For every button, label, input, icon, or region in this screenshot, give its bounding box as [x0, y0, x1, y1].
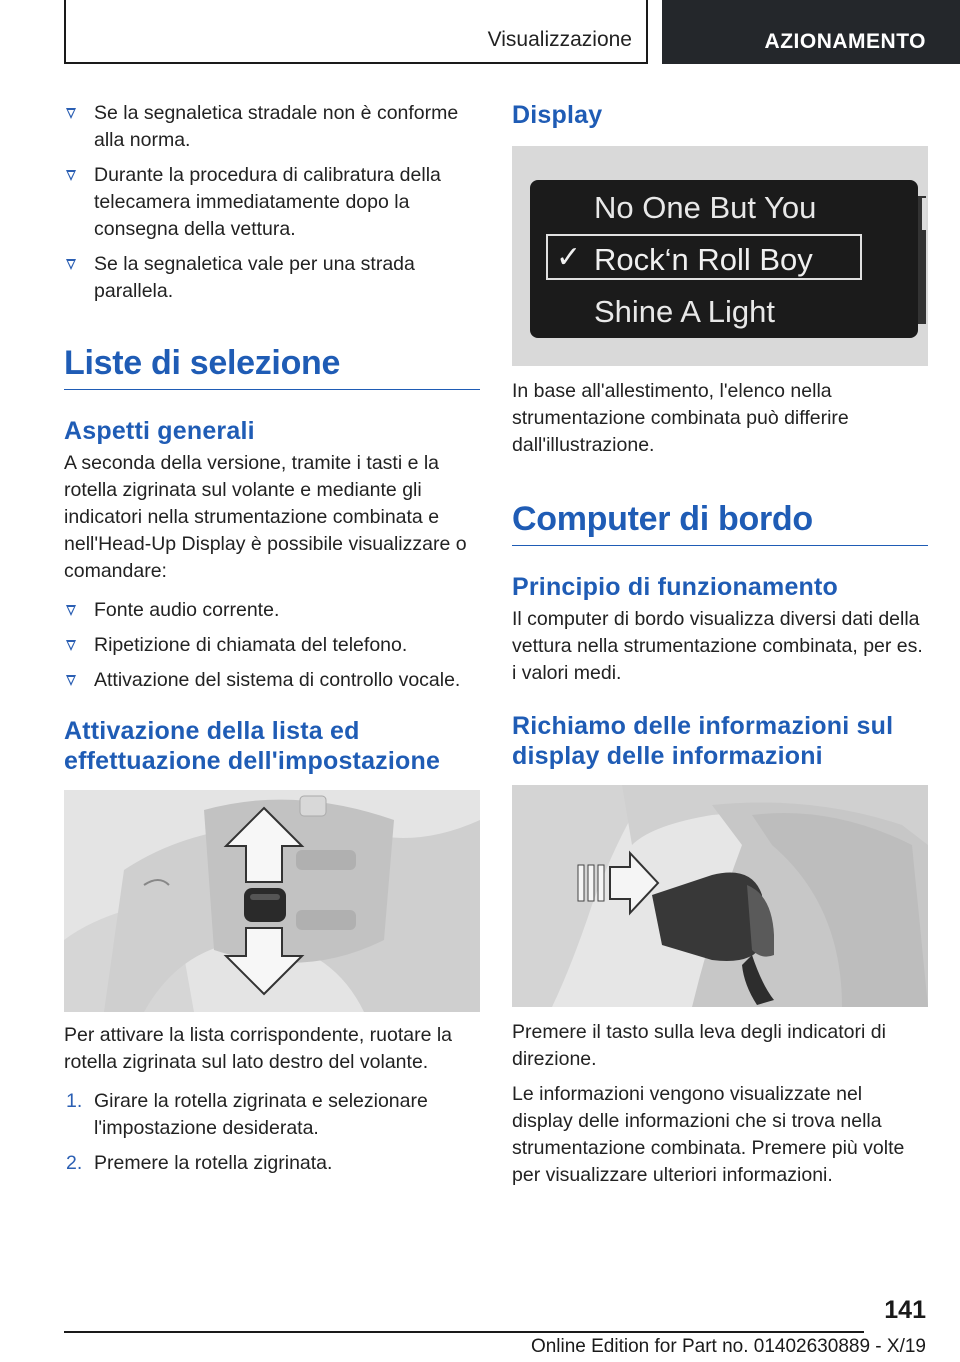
- triangle-bullet-icon: [66, 259, 76, 270]
- heading-display: Display: [512, 101, 603, 129]
- bullet-list-top: [64, 100, 480, 305]
- display-illustration: [512, 146, 928, 366]
- section-title: Visualizzazione: [487, 28, 632, 51]
- header-frame: [64, 0, 648, 64]
- recall-paragraph-1: Premere il tasto sulla leva degli indicatori di direzione.: [512, 1021, 886, 1070]
- footer-divider: [64, 1331, 864, 1333]
- heading-activation: Attivazione della lista ed effettuazione dell'impostazione: [64, 717, 441, 775]
- triangle-bullet-icon: [66, 675, 76, 686]
- right-column: [512, 100, 928, 1189]
- heading-principle: Principio di funzionamento: [512, 573, 839, 601]
- display-caption: In base all'allestimento, l'elenco nella strumentazione combinata può differire dall'illustrazione.: [512, 380, 849, 456]
- step-number: 1.: [66, 1090, 83, 1112]
- list-item: Se la segnaletica vale per una strada parallela.: [64, 251, 480, 305]
- list-item: Se la segnaletica stradale non è conforme alla norma.: [64, 100, 480, 154]
- bullet-list-general: [64, 597, 480, 694]
- list-item: 1. Girare la rotella zigrinata e selezionare l'impostazione desiderata.: [66, 1090, 428, 1139]
- turn-signal-lever-illustration: [512, 785, 928, 1007]
- display-item-selected: Rock‘n Roll Boy: [594, 242, 813, 277]
- chapter-tab: [662, 0, 960, 64]
- list-item: Durante la procedura di calibratura della telecamera immediatamente dopo la consegna della vettura.: [64, 162, 480, 243]
- footer-edition: Online Edition for Part no. 01402630889 - X/19: [530, 1336, 926, 1357]
- heading-general: Aspetti generali: [64, 417, 255, 445]
- list-item: Ripetizione di chiamata del telefono.: [64, 632, 480, 659]
- steering-wheel-illustration: [64, 790, 480, 1012]
- heading-recall: Richiamo delle informazioni sul display delle informazioni: [512, 712, 894, 770]
- triangle-bullet-icon: [66, 170, 76, 181]
- triangle-bullet-icon: [66, 605, 76, 616]
- principle-paragraph: Il computer di bordo visualizza diversi dati della vettura nella strumentazione combinata, per es. i valori medi.: [512, 608, 923, 684]
- step-number: 2.: [66, 1152, 83, 1174]
- display-item: Shine A Light: [594, 294, 775, 329]
- triangle-bullet-icon: [66, 640, 76, 651]
- triangle-bullet-icon: [66, 108, 76, 119]
- list-item: Attivazione del sistema di controllo vocale.: [64, 667, 480, 694]
- chapter-title: AZIONAMENTO: [764, 30, 926, 53]
- recall-paragraph-2: Le informazioni vengono visualizzate nel display delle informazioni che si trova nella strumentazione combinata. Premere più volte per visualizzare ulteriori informazioni.: [512, 1083, 905, 1186]
- steps-list: [64, 1088, 480, 1177]
- display-item: No One But You: [594, 190, 817, 225]
- page-number: 141: [884, 1296, 926, 1324]
- heading-selection-lists: Liste di selezione: [64, 343, 480, 390]
- list-item: Fonte audio corrente.: [64, 597, 480, 624]
- checkmark-icon: ✓: [556, 241, 582, 274]
- list-item: 2. Premere la rotella zigrinata.: [64, 1150, 480, 1177]
- left-column: [64, 100, 480, 1177]
- general-paragraph: A seconda della versione, tramite i tasti e la rotella zigrinata sul volante e mediante gli indicatori nella strumentazione combinata e nell'Head-Up Display è possibile visualizzare o comandare:: [64, 452, 467, 582]
- activation-paragraph: Per attivare la lista corrispondente, ruotare la rotella zigrinata sul lato destro del volante.: [64, 1024, 453, 1073]
- heading-board-computer: Computer di bordo: [512, 499, 928, 546]
